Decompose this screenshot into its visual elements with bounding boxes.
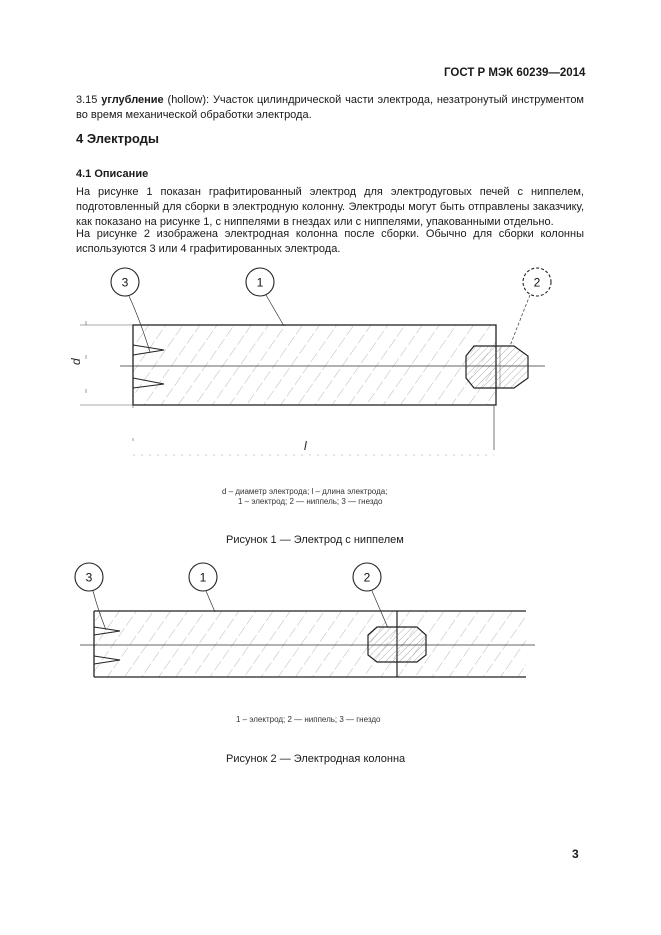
callout-1-leader: [266, 295, 284, 326]
section-4-title: 4 Электроды: [76, 131, 160, 146]
callout-3-label-2: 3: [85, 570, 93, 585]
nipple-2: [368, 627, 426, 662]
figure-2-legend: 1 – электрод; 2 — ниппель; 3 — гнездо: [236, 715, 381, 724]
nipple: [466, 346, 528, 388]
column-body: [94, 611, 526, 677]
paragraph-4-1-b: На рисунке 2 изображена электродная колонна после сборки. Обычно для сборки колонны используются 3 или 4 графитированных электрода.: [76, 228, 584, 255]
callout-3-label: 3: [121, 275, 129, 290]
dim-d-label: d: [69, 358, 83, 365]
figure-1-drawing: [0, 262, 661, 462]
callout-1-label-2: 1: [199, 570, 207, 585]
definition-term: углубление: [101, 94, 164, 106]
definition-number: 3.15: [76, 94, 98, 106]
electrode-body: [133, 325, 496, 405]
callout-1-leader-2: [206, 591, 215, 612]
callout-2-label-2: 2: [363, 570, 371, 585]
section-4-1-title: 4.1 Описание: [76, 168, 149, 180]
page-number: 3: [572, 847, 579, 861]
dim-l-label: l: [304, 439, 307, 453]
figure-2-drawing: [0, 560, 661, 690]
callout-1-label: 1: [256, 275, 264, 290]
definition-text: (hollow): Участок цилиндрической части электрода, незатронутый инструментом во время механической обработки электрода.: [76, 94, 584, 121]
figure-2-caption: Рисунок 2 — Электродная колонна: [226, 753, 406, 765]
definition-3-15: [76, 93, 584, 123]
paragraph-4-1-a: На рисунке 1 показан графитированный электрод для электродуговых печей с ниппелем, подготовленный для сборки в электродную колонну. Электроды могут быть отправлены заказчику, как показано на рисунке 1, с ниппелями в гнездах или с ниппелями, упакованными отдельно.: [76, 186, 584, 228]
callout-2-leader: [510, 295, 530, 346]
callout-2-label: 2: [533, 275, 541, 290]
figure-1-legend-line-1: d – диаметр электрода; l – длина электрода;: [222, 487, 388, 496]
standard-header: ГОСТ Р МЭК 60239—2014: [444, 67, 586, 79]
figure-1-caption: Рисунок 1 — Электрод с ниппелем: [226, 534, 404, 546]
figure-1-legend-line-2: 1 – электрод; 2 — ниппель; 3 — гнездо: [238, 497, 383, 506]
